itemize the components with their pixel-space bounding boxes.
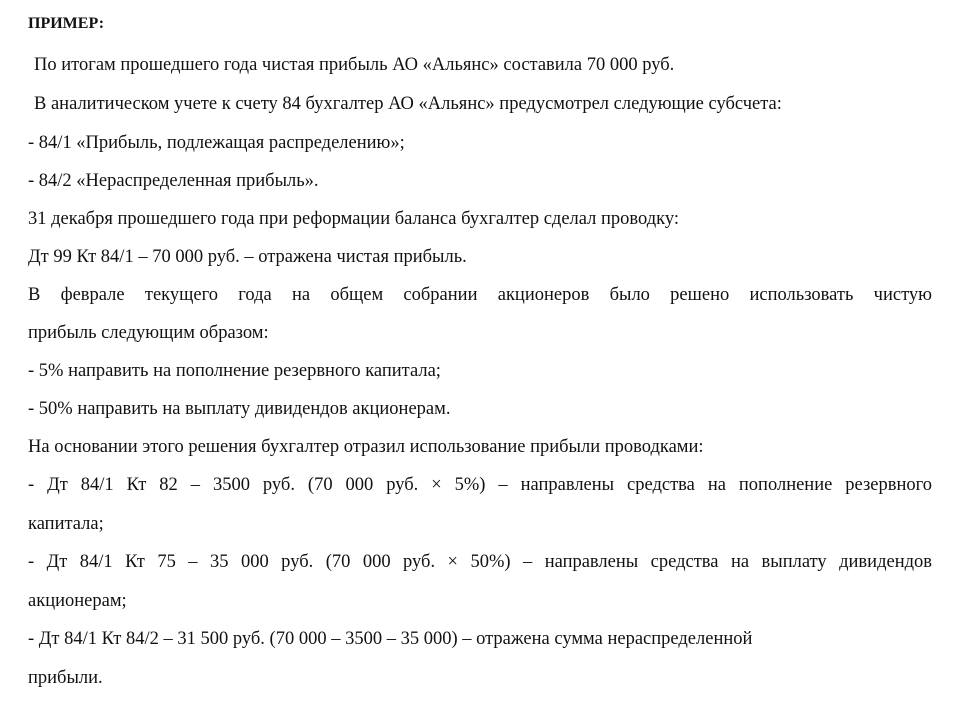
list-item-50-percent: - 50% направить на выплату дивидендов акционерам. [28,399,451,419]
entry-dt84-kt84-2-continuation: прибыли. [28,668,103,688]
entry-dt99-line: Дт 99 Кт 84/1 – 70 000 руб. – отражена чистая прибыль. [28,247,467,267]
entry-dt84-kt82-continuation: капитала; [28,514,104,534]
subaccount-84-1-line: - 84/1 «Прибыль, подлежащая распределению»; [28,133,405,153]
subaccount-84-2-line: - 84/2 «Нераспределенная прибыль». [28,171,319,191]
paragraph-line-2: В аналитическом учете к счету 84 бухгалтер АО «Альянс» предусмотрел следующие субсчета: [34,94,782,114]
entry-dt84-kt84-2-line: - Дт 84/1 Кт 84/2 – 31 500 руб. (70 000 – 3500 – 35 000) – отражена сумма нераспределенной [28,629,753,649]
list-item-5-percent: - 5% направить на пополнение резервного капитала; [28,361,441,381]
paragraph-line-5: 31 декабря прошедшего года при реформации баланса бухгалтер сделал проводку: [28,209,680,229]
example-heading: ПРИМЕР: [28,15,105,32]
paragraph-line-11: На основании этого решения бухгалтер отразил использование прибыли проводками: [28,437,704,457]
entry-dt84-kt75-line: - Дт 84/1 Кт 75 – 35 000 руб. (70 000 руб. × 50%) – направлены средства на выплату дивидендов [28,552,932,572]
paragraph-line-8: прибыль следующим образом: [28,323,269,343]
entry-dt84-kt75-continuation: акционерам; [28,591,127,611]
paragraph-line-7: В феврале текущего года на общем собрании акционеров было решено использовать чистую [28,285,932,305]
entry-dt84-kt82-line: - Дт 84/1 Кт 82 – 3500 руб. (70 000 руб. × 5%) – направлены средства на пополнение резервного [28,475,932,495]
paragraph-line-1: По итогам прошедшего года чистая прибыль АО «Альянс» составила 70 000 руб. [34,55,675,75]
